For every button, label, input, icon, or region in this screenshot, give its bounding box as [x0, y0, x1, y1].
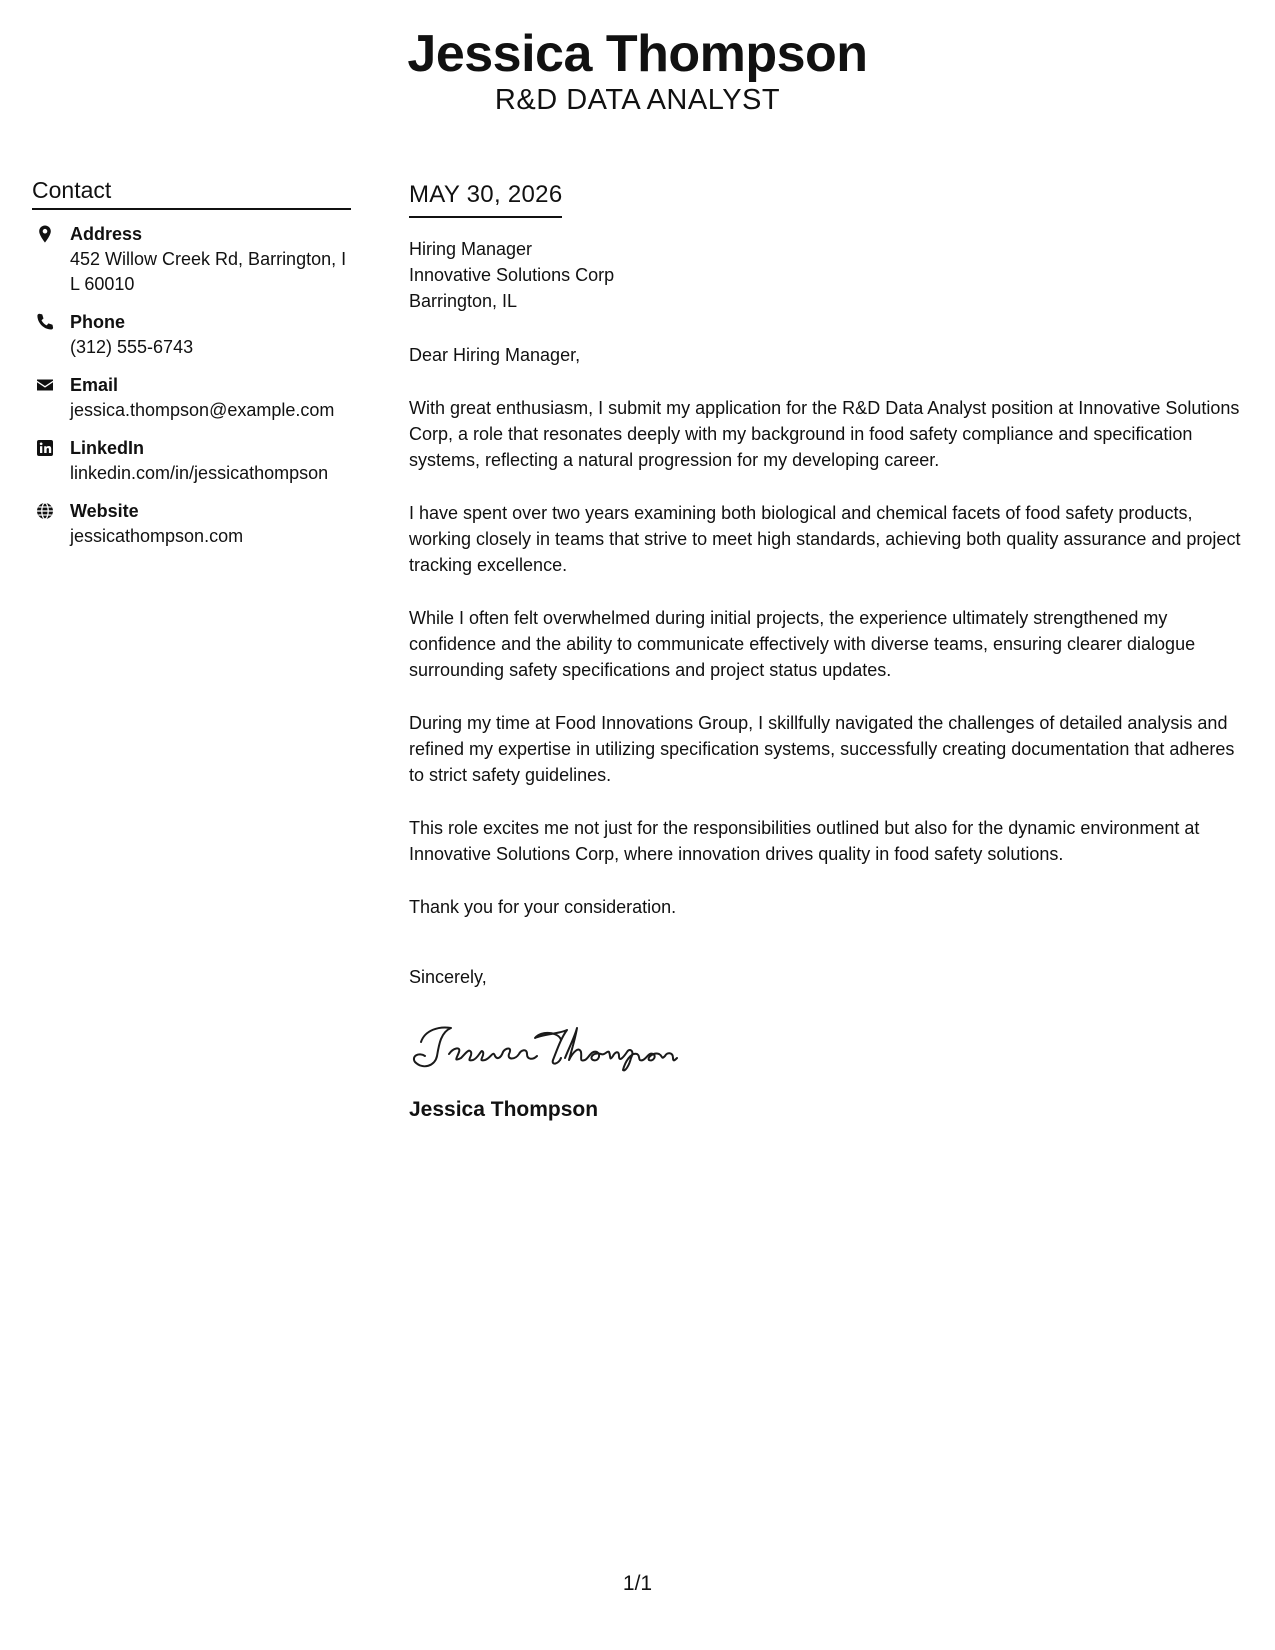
body-paragraph: While I often felt overwhelmed during initial projects, the experience ultimately strengthened my confidence and the ability to communicate effectively with diverse teams, ensuring clearer dialogue surrounding safety specifications and project status updates. — [409, 608, 1196, 680]
body-paragraph: With great enthusiasm, I submit my application for the R&D Data Analyst position at Innovative Solutions Corp, a role that resonates deeply with my background in food safety compliance and specification systems, reflecting a natural progression for my developing career. — [409, 398, 1240, 470]
contact-label-linkedin: LinkedIn — [70, 438, 145, 458]
recipient-company: Innovative Solutions Corp — [409, 265, 615, 285]
recipient-block — [409, 236, 1249, 314]
letter-body — [409, 178, 1249, 1124]
contact-sidebar — [32, 175, 351, 562]
salutation: Dear Hiring Manager, — [409, 345, 581, 365]
email-link[interactable]: jessica.thompson@example.com — [70, 400, 335, 420]
contact-label-website: Website — [70, 501, 139, 521]
contact-list — [32, 222, 351, 549]
contact-item-address — [32, 222, 351, 297]
closing-line: Sincerely, — [409, 967, 487, 987]
letter-date: MAY 30, 2026 — [409, 178, 562, 218]
page-number: 1/1 — [622, 1572, 653, 1595]
envelope-icon — [35, 375, 55, 395]
contact-item-website[interactable] — [32, 499, 351, 549]
phone-icon — [35, 312, 55, 332]
contact-item-email[interactable] — [32, 373, 351, 423]
signer-name: Jessica Thompson — [409, 1098, 599, 1121]
contact-item-linkedin[interactable] — [32, 436, 351, 486]
globe-icon — [35, 501, 55, 521]
body-paragraph: This role excites me not just for the responsibilities outlined but also for the dynamic environment at Innovative Solutions Corp, where innovation drives quality in food safety solutions. — [409, 818, 1200, 864]
body-paragraph: I have spent over two years examining both biological and chemical facets of food safety products, working closely in teams that strive to meet high standards, achieving both quality assurance and project tracking excellence. — [409, 503, 1241, 575]
handwritten-signature — [409, 1018, 679, 1074]
job-title: R&D DATA ANALYST — [494, 84, 781, 116]
map-pin-icon — [35, 224, 55, 244]
linkedin-icon — [35, 438, 55, 458]
contact-item-phone — [32, 310, 351, 360]
contact-label-phone: Phone — [70, 312, 126, 332]
phone-value: (312) 555-6743 — [70, 337, 194, 357]
recipient-location: Barrington, IL — [409, 291, 518, 311]
website-link[interactable]: jessicathompson.com — [70, 526, 244, 546]
address-value: 452 Willow Creek Rd, Barrington, IL 60010 — [70, 249, 347, 294]
contact-label-email: Email — [70, 375, 119, 395]
recipient-title: Hiring Manager — [409, 239, 533, 259]
applicant-name: Jessica Thompson — [407, 25, 868, 83]
contact-heading: Contact — [32, 175, 351, 210]
linkedin-link[interactable]: linkedin.com/in/jessicathompson — [70, 463, 329, 483]
contact-label-address: Address — [70, 224, 143, 244]
body-paragraph: During my time at Food Innovations Group, I skillfully navigated the challenges of detailed analysis and refined my expertise in utilizing specification systems, successfully creating documentation that adheres to strict safety guidelines. — [409, 713, 1235, 785]
thank-you-line: Thank you for your consideration. — [409, 897, 677, 917]
